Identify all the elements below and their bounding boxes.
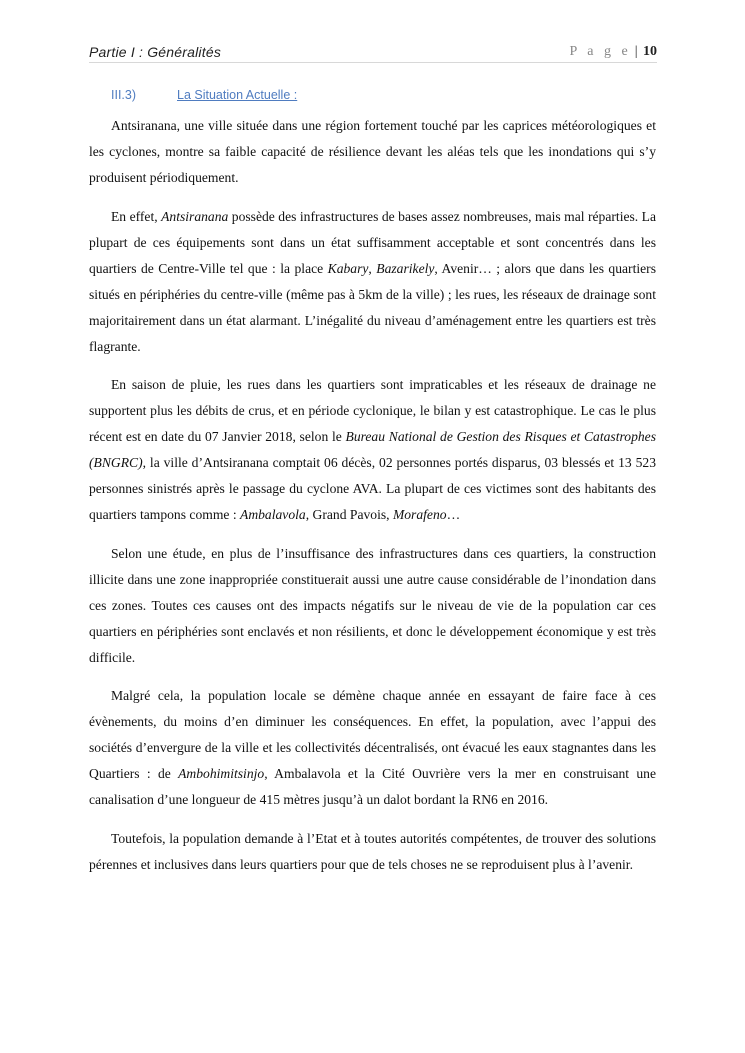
text-run: En effet, — [111, 208, 162, 224]
text-run: , Grand Pavois, — [305, 507, 393, 522]
text-run: , la ville d’Antsiranana comptait 06 décès, 02 personnes portés disparus, 03 blessés et 13 523 personnes sinistrés après le passage du cyclone AVA. La plupart de ces victimes sont des habitants des quartiers tampons comme : — [89, 455, 656, 522]
italic-text: Ambohimitsinjo — [178, 766, 265, 781]
header-page-indicator — [569, 44, 657, 60]
text-run: En saison de pluie, les rues dans les quartiers sont impraticables et les réseaux de drainage ne supportent plus les débits de crus, et en période cyclonique, le bilan y est catastrophique. Le cas le plus récent est en date du 07 Janvier 2018, selon le — [89, 377, 656, 444]
text-run: , — [368, 260, 377, 276]
text-run: Toutefois, la population demande à l’Etat et à toutes autorités compétentes, de trouver des solutions pérennes et inclusives dans leurs quartiers pour que de tels choses ne se reproduisent plus à l’avenir. — [89, 830, 656, 872]
italic-text: Bazarikely — [376, 260, 435, 276]
italic-text: Morafeno — [392, 507, 447, 522]
text-run: , Avenir… ; alors que dans les quartiers situés en périphéries du centre-ville (même pas à 5km de la ville) ; les rues, les réseaux de drainage sont majoritairement dans un état alarmant. L’inégalité du niveau d’aménagement entre les quartiers est très flagrante. — [89, 260, 656, 354]
italic-text: Ambalavola — [240, 507, 306, 522]
italic-text: Kabary — [327, 260, 369, 276]
italic-text: Antsiranana — [161, 208, 229, 224]
header-page-label: P a g e — [569, 44, 632, 59]
section-title: La Situation Actuelle : — [177, 88, 298, 102]
paragraph — [89, 683, 656, 813]
header-part-title: Partie I : Généralités — [89, 44, 222, 60]
text-run: Antsiranana, une ville située dans une région fortement touché par les caprices météorologiques et les cyclones, montre sa faible capacité de résilience devant les aléas tels que les inondations qui s’y produisent périodiquement. — [89, 118, 656, 185]
header-separator: | — [634, 44, 638, 59]
paragraph — [89, 826, 656, 878]
paragraph — [89, 541, 656, 671]
text-run: possède des infrastructures de bases assez nombreuses, mais mal réparties. La plupart de ces équipements sont dans un état suffisamment acceptable et sont concentrés dans les quartiers de Centre-Ville tel que : la place — [89, 208, 656, 276]
page-header — [89, 40, 657, 63]
page-number: 10 — [643, 44, 657, 59]
text-run: , Ambalavola et la Cité Ouvrière vers la mer en construisant une canalisation d’une longueur de 415 mètres jusqu’à un dalot bordant la RN6 en 2016. — [89, 766, 656, 807]
text-run: Malgré cela, la population locale se démène chaque année en essayant de faire face à ces évènements, du moins d’en diminuer les conséquences. En effet, la population, avec l’appui des sociétés d’envergure de la ville et les collectivités décentralisés, ont évacué les eaux stagnantes dans les Quartiers : de — [89, 688, 656, 781]
paragraph — [89, 113, 656, 191]
body-text — [89, 113, 656, 890]
section-heading — [111, 88, 297, 102]
text-run: Selon une étude, en plus de l’insuffisance des infrastructures dans ces quartiers, la construction illicite dans une zone inappropriée constituerait aussi une autre cause considérable de l’inondation dans ces zones. Toutes ces causes ont des impacts négatifs sur le niveau de vie de la population car ces quartiers en périphéries sont enclavés et non résilients, et donc le développement économique y est très difficile. — [89, 545, 656, 665]
italic-text: Bureau National de Gestion des Risques et Catastrophes (BNGRC) — [89, 429, 656, 470]
paragraph — [89, 204, 656, 360]
section-number: III.3) — [111, 88, 137, 102]
paragraph — [89, 372, 656, 528]
text-run: … — [446, 507, 461, 522]
